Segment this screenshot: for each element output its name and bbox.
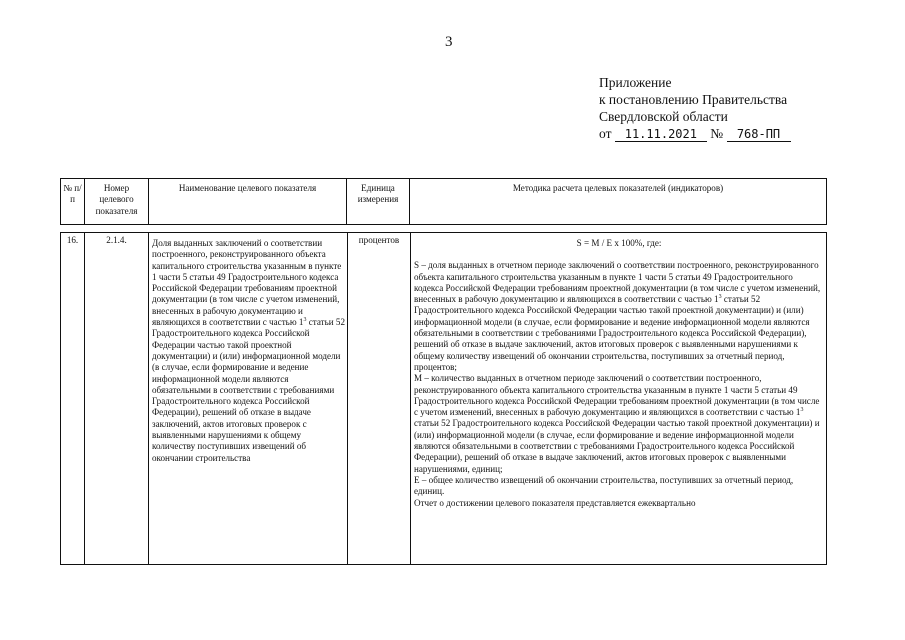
header-index: № п/п (61, 179, 85, 225)
resolution-date: 11.11.2021 (615, 127, 707, 142)
indicator-name-text: Доля выданных заключений о соответствии построенного, реконструированного объекта капитального строительства указанным в пункте 1 части 5 статьи 49 Градостроительного кодекса Российской Федерации требованиям проектной документации (в том числе с учетом изменений, внесенных в рабочую документацию и являющихся в соответствии с частью 1 (152, 238, 342, 328)
indicator-name-sup: 3 (303, 317, 307, 324)
row-index: 16. (61, 233, 85, 565)
method-report-note: Отчет о достижении целевого показателя представляется ежеквартально (414, 497, 696, 508)
appendix-date-line (599, 125, 791, 142)
method-m-definition (414, 373, 824, 475)
method-s-definition (414, 260, 824, 373)
table-header (60, 178, 827, 225)
appendix-line-resolution: к постановлению Правительства (599, 92, 788, 107)
appendix-line-region: Свердловской области (599, 109, 728, 124)
formula: S = M / E x 100%, где: (576, 238, 662, 248)
header-row (61, 179, 827, 225)
from-label: от (599, 126, 612, 141)
method-e-definition: E – общее количество извещений об окончании строительства, поступивших за отчетный период, единиц. (414, 474, 794, 497)
number-label: № (710, 126, 724, 141)
resolution-number: 768-ПП (727, 127, 791, 142)
indicator-name (149, 233, 348, 565)
s-text: S – доля выданных в отчетном периоде заключений о соответствии построенного, реконструированного объекта капитального строительства указанным в пункте 1 части 5 статьи 49 Градостроительного кодекса Российской Федерации требованиям проектной документации (в том числе с учетом изменений, внесенных в рабочую документацию и являющихся в соответствии с частью 1 (414, 260, 821, 305)
indicator-table (60, 232, 827, 565)
s-text-end: статьи 52 Градостроительного кодекса Российской Федерации частью такой проектной документации) и (или) информационной модели (в случае, если формирование и ведение информационной модели являются обязательными в соответствии с требованиями Градостроительного кодекса Российской Федерации), решений об отказе в выдаче заключений, актов итоговых проверок с выявленными нарушениями к общему количеству извещений об окончании строительства, поступивших за отчетный период, процентов; (414, 294, 810, 372)
table-row (61, 233, 827, 565)
appendix-title: Приложение (599, 75, 672, 90)
m-text-end: статьи 52 Градостроительного кодекса Российской Федерации частью такой проектной документации) и (или) информационной модели (в случае, если формирование и ведение информационной модели являются обязательными в соответствии с требованиями Градостроительного кодекса Российской Федерации), решений об отказе в выдаче заключений, актов итоговых проверок с выявленными нарушениями, единиц; (414, 418, 820, 474)
method-cell (411, 233, 827, 565)
header-unit: Единица измерения (347, 179, 410, 225)
row-unit: процентов (348, 233, 411, 565)
page-number: 3 (445, 34, 453, 50)
header-method: Методика расчета целевых показателей (индикаторов) (410, 179, 827, 225)
m-text: M – количество выданных в отчетном периоде заключений о соответствии построенного, реконструированного объекта капитального строительства указанным в пункте 1 части 5 статьи 49 Градостроительного кодекса Российской Федерации требованиям проектной документации (в том числе с учетом изменений, внесенных в рабочую документацию и являющихся в соответствии с частью 1 (414, 373, 820, 418)
s-sup: 3 (718, 294, 722, 301)
header-name: Наименование целевого показателя (149, 179, 347, 225)
appendix-block (599, 74, 791, 142)
header-code: Номер целевого показателя (85, 179, 149, 225)
row-code: 2.1.4. (85, 233, 149, 565)
m-sup: 3 (800, 407, 804, 414)
indicator-name-text-end: статьи 52 Градостроительного кодекса Российской Федерации частью такой проектной документации) и (или) информационной модели (в случае, если формирование и ведение информационной модели являются обязательными в соответствии с требованиями Градостроительного кодекса Российской Федерации), решений об отказе в выдаче заключений, актов итоговых проверок с выявленными нарушениями к общему количеству поступивших извещений об окончании строительства (152, 317, 345, 463)
